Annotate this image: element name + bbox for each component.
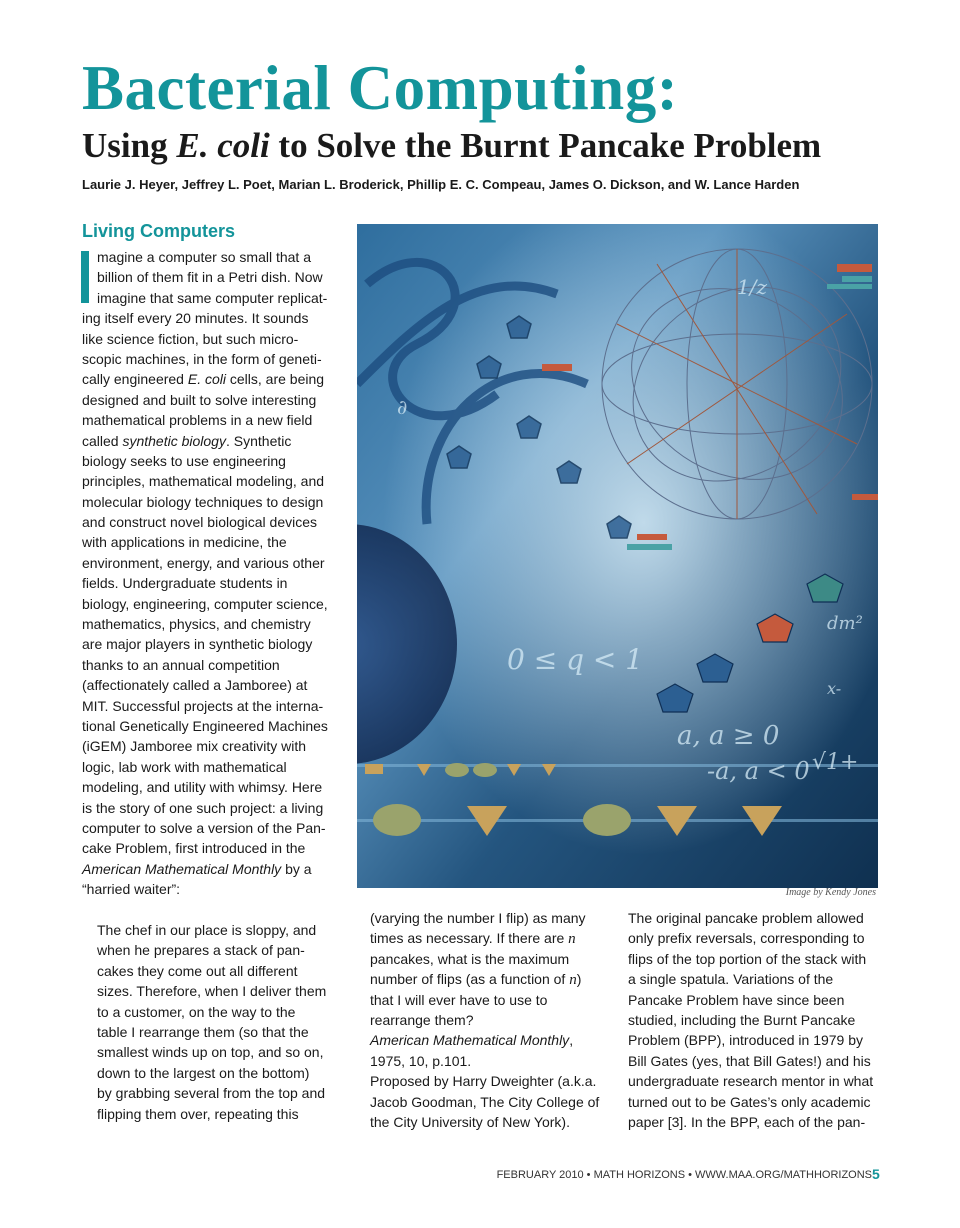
text-line: fields. Undergraduate students in: [82, 575, 288, 592]
text-line: ing itself every 20 minutes. It sounds: [82, 310, 309, 327]
article-title: Bacterial Computing:: [82, 53, 679, 123]
math-scribble: -a, a < 0: [707, 757, 810, 785]
text-line: designed and built to solve interesting: [82, 391, 317, 408]
text-line: Pancake Problem have since been: [628, 991, 845, 1008]
illustration-canvas: [357, 224, 878, 888]
page-number: 5: [872, 1166, 880, 1182]
text-line: biology seeks to use engineering: [82, 452, 286, 469]
text-line: smallest winds up on top, and so on,: [97, 1044, 324, 1061]
intro-paragraph: [82, 247, 340, 900]
text-line: mathematics, physics, and chemistry: [82, 616, 311, 633]
text-line: mathematical problems in a new field: [82, 412, 313, 429]
text-line: is the story of one such project: a living: [82, 799, 324, 816]
text-line: imagine that same computer replicat-: [97, 289, 328, 306]
italic-text: American Mathematical Monthly: [370, 1032, 570, 1049]
subtitle-species: E. coli: [176, 126, 270, 165]
text-line: flips of the top portion of the stack with: [628, 950, 867, 967]
text-line: The original pancake problem allowed: [628, 910, 864, 926]
text-line: undergraduate research mentor in what: [628, 1073, 874, 1090]
math-scribble: dm²: [827, 613, 863, 634]
block-quote: [97, 920, 337, 1124]
right-paragraph: [628, 908, 878, 1132]
math-variable: n: [568, 931, 576, 948]
subtitle-rest: to Solve the Burnt Pancake Problem: [269, 126, 822, 165]
text-line: times as necessary. If there are n: [370, 930, 576, 948]
subtitle-lead: Using: [82, 126, 177, 165]
text-line: cakes they come out all different: [97, 962, 298, 979]
text-line: 1975, 10, p.101.: [370, 1052, 472, 1069]
column-intro: [82, 247, 340, 900]
text-line: Proposed by Harry Dweighter (a.k.a.: [370, 1073, 597, 1090]
text-line: tional Genetically Engineered Machines: [82, 717, 328, 734]
text-line: Bill Gates (yes, that Bill Gates!) and his: [628, 1052, 871, 1069]
math-scribble: 0 ≤ q < 1: [507, 643, 644, 676]
text-line: turned out to be Gates’s only academic: [628, 1093, 871, 1110]
middle-paragraph: [370, 908, 615, 1132]
math-scribble: a, a ≥ 0: [677, 721, 780, 751]
text-line: magine a computer so small that a: [97, 249, 311, 265]
italic-text: American Mathematical Monthly: [82, 860, 282, 877]
text-line: cally engineered E. coli cells, are being: [82, 371, 325, 388]
text-line: modeling, and utility with whimsy. Here: [82, 779, 323, 796]
text-line: table I rearrange them (so that the: [97, 1023, 309, 1040]
text-line: (affectionately called a Jamboree) at: [82, 677, 308, 694]
text-line: the City University of New York).: [370, 1113, 570, 1130]
image-credit: Image by Kendy Jones: [785, 887, 876, 898]
italic-text: synthetic biology: [122, 432, 226, 449]
text-line: American Mathematical Monthly,: [370, 1032, 574, 1049]
page-footer: FEBRUARY 2010 • MATH HORIZONS • WWW.MAA.ORG/MATHHORIZONS: [496, 1169, 872, 1181]
math-scribble: 1/z: [737, 275, 767, 299]
text-line: Problem (BPP), introduced in 1979 by: [628, 1032, 864, 1049]
text-line: only prefix reversals, corresponding to: [628, 930, 865, 947]
section-heading: Living Computers: [82, 221, 236, 241]
math-variable: n: [569, 972, 577, 989]
text-line: computer to solve a version of the Pan-: [82, 819, 326, 836]
math-scribble: √1+: [812, 750, 859, 775]
text-line: environment, energy, and various other: [82, 554, 325, 571]
text-line: biology, engineering, computer science,: [82, 595, 328, 612]
text-line: sizes. Therefore, when I deliver them: [97, 983, 327, 1000]
text-line: thanks to an annual competition: [82, 656, 280, 673]
text-line: molecular biology techniques to design: [82, 493, 324, 510]
text-line: like science fiction, but such micro-: [82, 330, 299, 347]
text-line: by grabbing several from the top and: [97, 1085, 326, 1102]
text-line: number of flips (as a function of n): [370, 971, 582, 989]
text-line: Jacob Goodman, The City College of: [370, 1093, 600, 1110]
text-line: (iGEM) Jamboree mix creativity with: [82, 738, 307, 755]
text-line: with applications in medicine, the: [82, 534, 287, 551]
text-line: principles, mathematical modeling, and: [82, 473, 325, 490]
text-line: are major players in synthetic biology: [82, 636, 313, 653]
article-subtitle: [82, 124, 821, 168]
cover-illustration: [357, 224, 878, 888]
italic-text: E. coli: [187, 371, 226, 388]
text-line: down to the largest on the bottom): [97, 1064, 310, 1081]
text-line: paper [3]. In the BPP, each of the pan-: [628, 1113, 866, 1130]
text-line: to a customer, on the way to the: [97, 1003, 296, 1020]
text-line: cake Problem, first introduced in the: [82, 840, 306, 857]
text-line: called synthetic biology. Synthetic: [82, 432, 292, 449]
text-line: logic, lab work with mathematical: [82, 758, 287, 775]
text-line: rearrange them?: [370, 1011, 474, 1028]
author-list: Laurie J. Heyer, Jeffrey L. Poet, Marian L. Broderick, Phillip E. C. Compeau, James O. Dickson, and W. Lance Harden: [82, 177, 800, 192]
text-line: American Mathematical Monthly by a: [82, 860, 312, 877]
text-line: (varying the number I flip) as many: [370, 910, 586, 926]
column-middle: [370, 908, 615, 1132]
text-line: scopic machines, in the form of geneti-: [82, 350, 322, 367]
text-line: studied, including the Burnt Pancake: [628, 1011, 856, 1028]
text-line: pancakes, what is the maximum: [370, 950, 570, 967]
text-line: when he prepares a stack of pan-: [97, 942, 305, 959]
column-right: [628, 908, 878, 1132]
text-line: billion of them fit in a Petri dish. Now: [97, 269, 323, 286]
text-line: a single spatula. Variations of the: [628, 971, 834, 988]
text-line: MIT. Successful projects at the interna-: [82, 697, 324, 714]
text-line: and construct novel biological devices: [82, 514, 318, 531]
text-line: that I will ever have to use to: [370, 991, 548, 1008]
text-line: The chef in our place is sloppy, and: [97, 922, 317, 938]
art-glow: [357, 224, 878, 888]
math-scribble: x-: [827, 679, 842, 698]
quote-paragraph: [97, 920, 337, 1124]
text-line: flipping them over, repeating this: [97, 1105, 299, 1122]
text-line: “harried waiter”:: [82, 881, 181, 898]
math-scribble: ∂: [397, 395, 408, 419]
